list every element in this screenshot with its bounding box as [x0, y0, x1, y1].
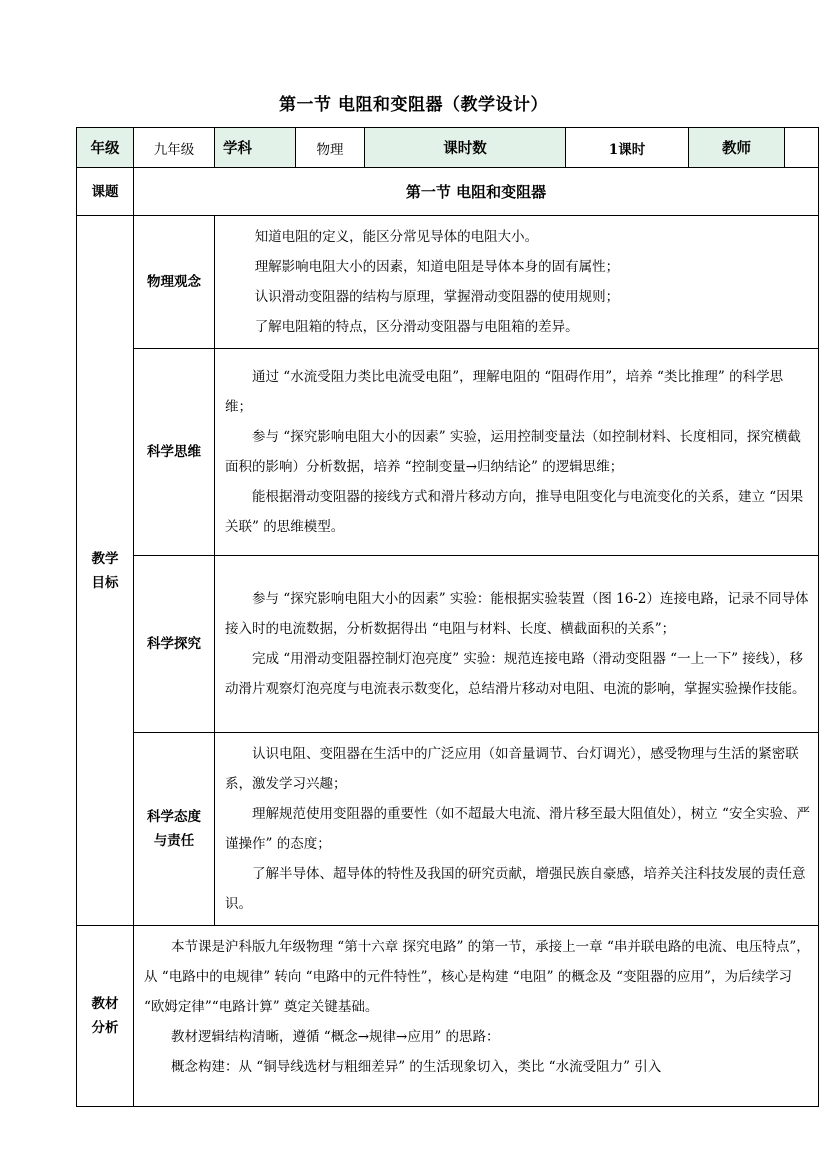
goals-label: 教学 目标 — [77, 216, 134, 926]
header-row — [77, 128, 819, 168]
goal-name-attitude-responsibility: 科学态度 与责任 — [134, 733, 215, 926]
analysis-label: 教材 分析 — [77, 926, 134, 1107]
topic-row — [77, 168, 819, 216]
subject-value: 物理 — [296, 128, 365, 168]
grade-value: 九年级 — [134, 128, 215, 168]
topic-label: 课题 — [77, 168, 134, 216]
hours-value: 1课时 — [566, 128, 689, 168]
goal-content-scientific-inquiry: 参与 “探究影响电阻大小的因素” 实验：能根据实验装置（图 16-2）连接电路，记录不同导体接入时的电流数据，分析数据得出 “电阻与材料、长度、横截面积的关系”； 完成 “用滑动变阻器控制灯泡亮度” 实验：规范连接电路（滑动变阻器 “一上一下” 接线），移动滑片观察灯泡亮度与电流表示数变化，总结滑片移动对电阻、电流的影响，掌握实验操作技能。 — [215, 556, 819, 733]
goal-content-physics-concept: 知道电阻的定义，能区分常见导体的电阻大小。 理解影响电阻大小的因素，知道电阻是导体本身的固有属性； 认识滑动变阻器的结构与原理，掌握滑动变阻器的使用规则； 了解电阻箱的特点，区分滑动变阻器与电阻箱的差异。 — [215, 216, 819, 349]
analysis-row — [77, 926, 819, 1107]
goal-name-physics-concept: 物理观念 — [134, 216, 215, 349]
teacher-value — [785, 128, 819, 168]
subject-label: 学科 — [215, 128, 296, 168]
goal-name-scientific-thinking: 科学思维 — [134, 349, 215, 556]
lesson-plan-table — [76, 127, 819, 1107]
goal-row-attitude-responsibility — [77, 733, 819, 926]
goal-row-scientific-inquiry — [77, 556, 819, 733]
page-title: 第一节 电阻和变阻器（教学设计） — [279, 95, 548, 115]
hours-label: 课时数 — [365, 128, 566, 168]
analysis-content: 本节课是沪科版九年级物理 “第十六章 探究电路” 的第一节，承接上一章 “串并联电路的电流、电压特点”，从 “电路中的电规律” 转向 “电路中的元件特性”，核心是构建 “电阻” 的概念及 “变阻器的应用”，为后续学习 “欧姆定律”“电路计算” 奠定关键基础。 教材逻辑结构清晰，遵循 “概念→规律→应用” 的思路： 概念构建：从 “铜导线选材与粗细差异” 的生活现象切入，类比 “水流受阻力” 引入 — [134, 926, 819, 1107]
topic-value: 第一节 电阻和变阻器 — [134, 168, 819, 216]
goal-row-physics-concept — [77, 216, 819, 349]
goal-row-scientific-thinking — [77, 349, 819, 556]
teacher-label: 教师 — [689, 128, 785, 168]
goal-content-attitude-responsibility: 认识电阻、变阻器在生活中的广泛应用（如音量调节、台灯调光），感受物理与生活的紧密联系，激发学习兴趣； 理解规范使用变阻器的重要性（如不超最大电流、滑片移至最大阻值处），树立 “安全实验、严谨操作” 的态度； 了解半导体、超导体的特性及我国的研究贡献，增强民族自豪感，培养关注科技发展的责任意识。 — [215, 733, 819, 926]
goal-name-scientific-inquiry: 科学探究 — [134, 556, 215, 733]
goal-content-scientific-thinking: 通过 “水流受阻力类比电流受电阻”，理解电阻的 “阻碍作用”，培养 “类比推理” 的科学思维； 参与 “探究影响电阻大小的因素” 实验，运用控制变量法（如控制材料、长度相同，探究横截面积的影响）分析数据，培养 “控制变量→归纳结论” 的逻辑思维； 能根据滑动变阻器的接线方式和滑片移动方向，推导电阻变化与电流变化的关系，建立 “因果关联” 的思维模型。 — [215, 349, 819, 556]
grade-label: 年级 — [77, 128, 134, 168]
